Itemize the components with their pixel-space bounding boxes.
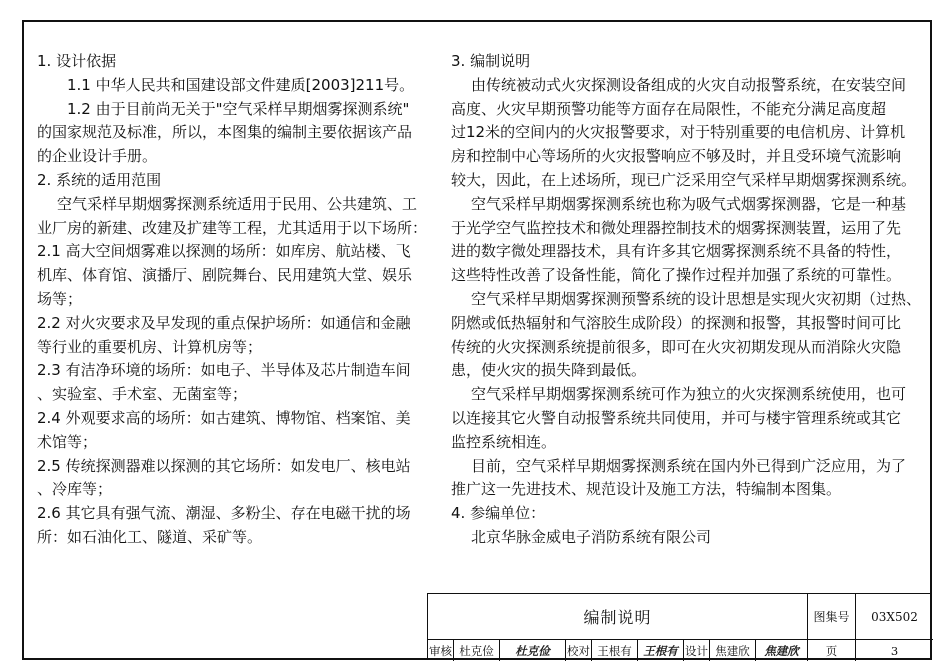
paragraph-line: 空气采样早期烟雾探测预警系统的设计思想是实现火灾初期（过热、 xyxy=(471,289,922,308)
paragraph-line: 机库、体育馆、演播厅、剧院舞台、民用建筑大堂、娱乐 xyxy=(37,266,413,285)
proofread-label: 校对 xyxy=(566,640,592,661)
designer-name: 焦建欣 xyxy=(710,640,756,661)
paragraph-line: 以连接其它火警自动报警系统共同使用，并可与楼宇管理系统或其它 xyxy=(451,408,902,427)
paragraph-line: 进的数字微处理器技术，具有许多其它烟雾探测系统不具备的特性， xyxy=(451,242,902,261)
paragraph-line: 1.1 中华人民共和国建设部文件建质[2003]211号。 xyxy=(67,75,415,94)
paragraph-line: 2.6 其它具有强气流、潮湿、多粉尘、存在电磁干扰的场 xyxy=(37,504,411,523)
paragraph-line: 、冷库等； xyxy=(37,480,113,499)
paragraph-line: 传统的火灾探测系统提前很多，即可在火灾初期发现从而消除火灾隐 xyxy=(451,337,902,356)
paragraph-line: 术馆等； xyxy=(37,432,98,451)
paragraph-line: 这些特性改善了设备性能，简化了操作过程并加强了系统的可靠性。 xyxy=(451,266,902,285)
title-block xyxy=(427,593,932,660)
paragraph-line: 2.3 有洁净环境的场所：如电子、半导体及芯片制造车间 xyxy=(37,361,411,380)
section-heading-basis: 1. 设计依据 xyxy=(37,52,117,70)
section-heading-participants: 4. 参编单位： xyxy=(451,504,546,523)
paragraph-line: 患，使火灾的损失降到最低。 xyxy=(451,361,647,380)
paragraph-line: 场等； xyxy=(37,289,83,308)
paragraph-line: 房和控制中心等场所的火灾报警响应不够及时，并且受环境气流影响 xyxy=(451,147,902,166)
paragraph-line: 空气采样早期烟雾探测系统也称为吸气式烟雾探测器，它是一种基 xyxy=(471,194,907,213)
paragraph-line: 目前，空气采样早期烟雾探测系统在国内外已得到广泛应用，为了 xyxy=(471,456,907,475)
paragraph-line: 由传统被动式火灾探测设备组成的火灾自动报警系统，在安装空间 xyxy=(471,75,907,94)
designer-signature: 焦建欣 xyxy=(756,640,808,661)
review-label: 审核 xyxy=(428,640,454,661)
paragraph-line: 业厂房的新建、改建及扩建等工程，尤其适用于以下场所： xyxy=(37,218,428,237)
paragraph-line: 高度、火灾早期预警功能等方面存在局限性，不能充分满足高度超 xyxy=(451,99,887,118)
page-label: 页 xyxy=(808,640,856,661)
atlas-number: 03X502 xyxy=(856,594,933,640)
left-column xyxy=(37,50,437,550)
design-label: 设计 xyxy=(684,640,710,661)
paragraph-line: 过12米的空间内的火灾报警要求，对于特别重要的电信机房、计算机 xyxy=(451,123,906,142)
paragraph-line: 2.4 外观要求高的场所：如古建筑、博物馆、档案馆、美 xyxy=(37,408,411,427)
paragraph-line: 的企业设计手册。 xyxy=(37,147,158,166)
paragraph-line: 推广这一先进技术、规范设计及施工方法，特编制本图集。 xyxy=(451,480,842,499)
paragraph-line: 2.1 高大空间烟雾难以探测的场所：如库房、航站楼、飞 xyxy=(37,242,411,261)
drawing-title: 编制说明 xyxy=(428,594,808,640)
paragraph-line: 较大，因此，在上述场所，现已广泛采用空气采样早期烟雾探测系统。 xyxy=(451,170,917,189)
paragraph-line: 于光学空气监控技术和微处理器控制技术的烟雾探测装置，运用了先 xyxy=(451,218,902,237)
reviewer-name: 杜克俭 xyxy=(454,640,500,661)
paragraph-line: 2.5 传统探测器难以探测的其它场所：如发电厂、核电站 xyxy=(37,456,411,475)
proofreader-signature: 王根有 xyxy=(638,640,684,661)
paragraph-line: 、实验室、手术室、无菌室等； xyxy=(37,385,248,404)
paragraph-line: 的国家规范及标准，所以，本图集的编制主要依据该产品 xyxy=(37,123,413,142)
atlas-number-label: 图集号 xyxy=(808,594,856,640)
page-number: 3 xyxy=(890,643,899,658)
paragraph-line: 监控系统相连。 xyxy=(451,432,557,451)
proofreader-name: 王根有 xyxy=(592,640,638,661)
right-column xyxy=(451,50,929,550)
section-heading-notes: 3. 编制说明 xyxy=(451,52,531,70)
reviewer-signature: 杜克俭 xyxy=(500,640,566,661)
paragraph-line: 1.2 由于目前尚无关于"空气采样早期烟雾探测系统" xyxy=(67,99,410,118)
paragraph-line: 空气采样早期烟雾探测系统适用于民用、公共建筑、工 xyxy=(57,194,418,213)
paragraph-line: 所：如石油化工、隧道、采矿等。 xyxy=(37,527,263,546)
paragraph-line: 阴燃或低热辐射和气溶胶生成阶段）的探测和报警，其报警时间可比 xyxy=(451,313,902,332)
paragraph-line: 空气采样早期烟雾探测系统可作为独立的火灾探测系统使用，也可 xyxy=(471,385,907,404)
participant-company: 北京华脉金威电子消防系统有限公司 xyxy=(471,527,712,546)
section-heading-scope: 2. 系统的适用范围 xyxy=(37,170,162,189)
paragraph-line: 等行业的重要机房、计算机房等； xyxy=(37,337,263,356)
paragraph-line: 2.2 对火灾要求及早发现的重点保护场所：如通信和金融 xyxy=(37,313,411,332)
